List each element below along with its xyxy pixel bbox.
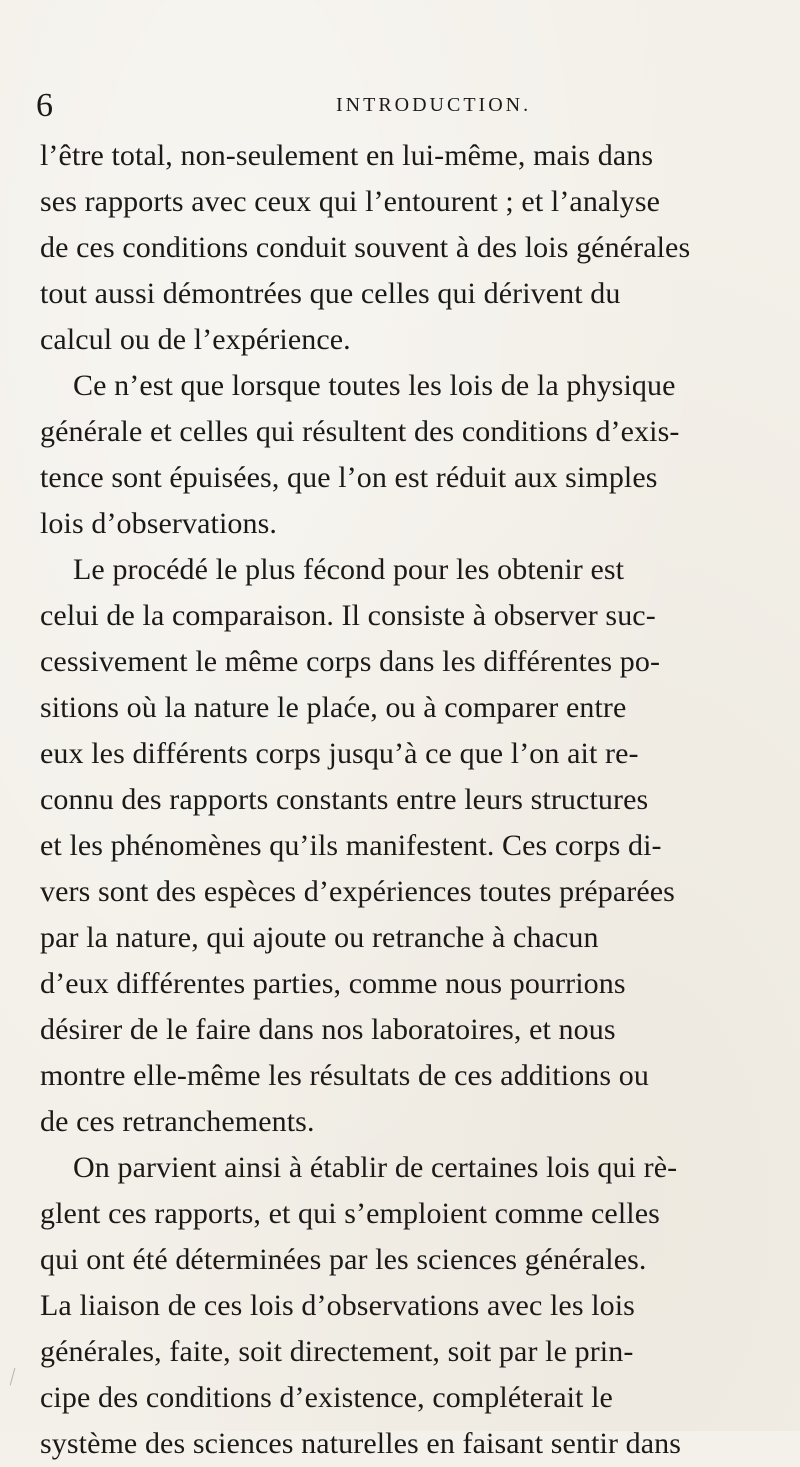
text-line: On parvient ainsi à établir de certaines lois qui rè-	[73, 1151, 678, 1184]
text-line: lois d’observations.	[40, 507, 277, 540]
text-line: Ce n’est que lorsque toutes les lois de la physique	[73, 369, 676, 402]
paragraph	[40, 133, 798, 363]
text-line: sitions où la nature le plaće, ou à comparer entre	[40, 691, 627, 724]
text-line: tout aussi démontrées que celles qui dérivent du	[40, 277, 621, 310]
text-line: eux les différents corps jusqu’à ce que l’on ait re-	[40, 737, 639, 770]
text-line: et les phénomènes qu’ils manifestent. Ces corps di-	[40, 829, 662, 862]
text-line: Le procédé le plus fécond pour les obtenir est	[73, 553, 625, 586]
text-line: celui de la comparaison. Il consiste à observer suc-	[40, 599, 656, 632]
text-line: générale et celles qui résultent des conditions d’exis-	[40, 415, 680, 448]
paragraph	[40, 363, 798, 547]
body-text	[40, 133, 798, 1467]
page-header	[36, 86, 776, 126]
page-number: 6	[36, 87, 53, 124]
paragraph	[40, 1145, 798, 1467]
text-line: désirer de le faire dans nos laboratoires, et nous	[40, 1013, 616, 1046]
text-line: système des sciences naturelles en faisant sentir dans	[40, 1427, 682, 1460]
text-line: de ces retranchements.	[40, 1105, 315, 1138]
text-line: connu des rapports constants entre leurs structures	[40, 783, 649, 816]
text-line: d’eux différentes parties, comme nous pourrions	[40, 967, 626, 1000]
text-line: de ces conditions conduit souvent à des lois générales	[40, 231, 691, 264]
text-line: glent ces rapports, et qui s’emploient comme celles	[40, 1197, 660, 1230]
running-head: INTRODUCTION.	[336, 94, 532, 116]
text-line: vers sont des espèces d’expériences toutes préparées	[40, 875, 675, 908]
text-line: générales, faite, soit directement, soit par le prin-	[40, 1335, 634, 1368]
text-line: calcul ou de l’expérience.	[40, 323, 351, 356]
text-line: par la nature, qui ajoute ou retranche à chacun	[40, 921, 599, 954]
text-line: ses rapports avec ceux qui l’entourent ; et l’analyse	[40, 185, 661, 218]
text-line: cessivement le même corps dans les différentes po-	[40, 645, 661, 678]
text-line: La liaison de ces lois d’observations avec les lois	[40, 1289, 635, 1322]
text-line: montre elle-même les résultats de ces additions ou	[40, 1059, 649, 1092]
text-line: cipe des conditions d’existence, compléterait le	[40, 1381, 613, 1414]
text-line: tence sont épuisées, que l’on est réduit aux simples	[40, 461, 658, 494]
paragraph	[40, 547, 798, 1145]
text-line: l’être total, non-seulement en lui-même, mais dans	[40, 139, 654, 172]
text-line: qui ont été déterminées par les sciences générales.	[40, 1243, 647, 1276]
margin-mark	[10, 1368, 19, 1386]
